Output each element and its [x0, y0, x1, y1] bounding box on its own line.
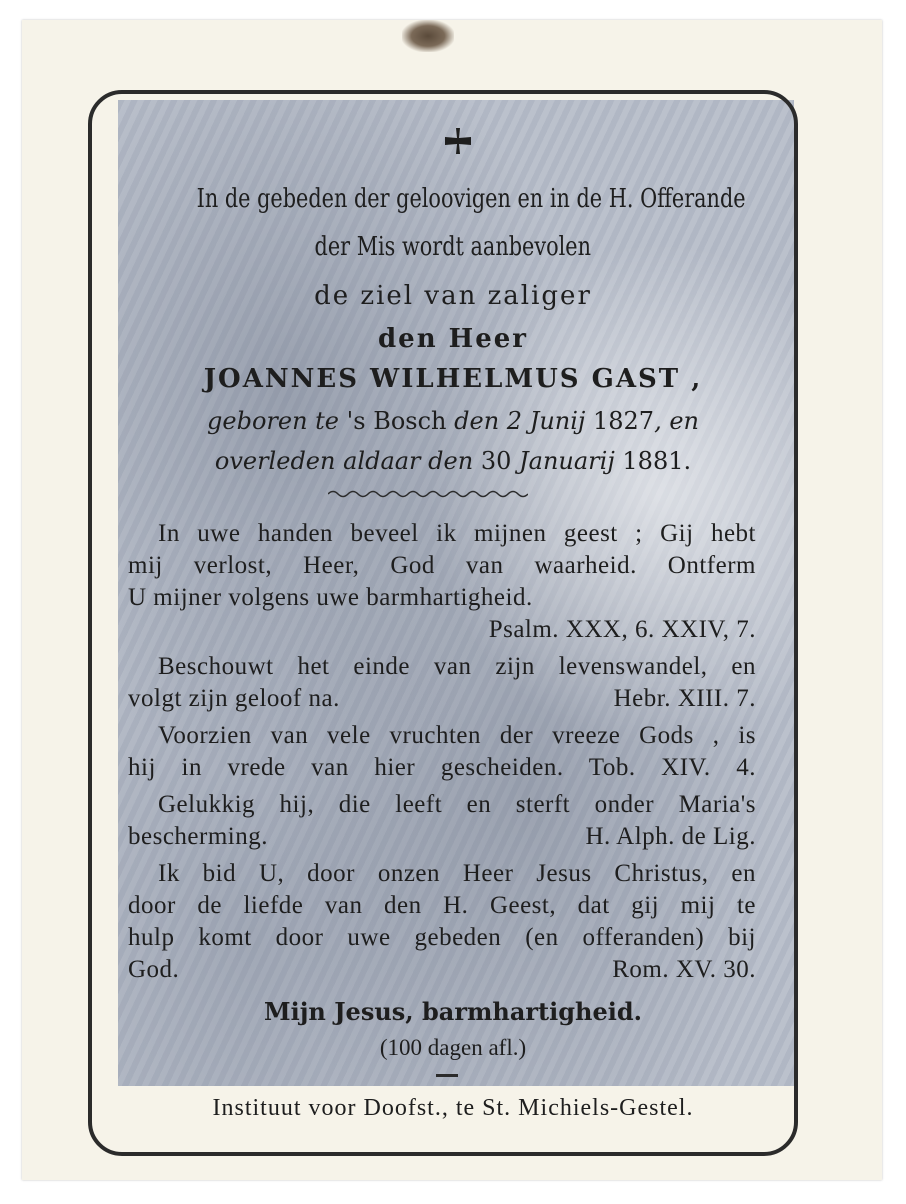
closing-prayer: Mijn Jesus, barmhartigheid.: [264, 997, 642, 1026]
rom-line-4: God. Rom. XV. 30.: [128, 956, 756, 983]
intro-line-2: der Mis wordt aanbevolen: [314, 232, 592, 262]
psalm-line-3: U mijner volgens uwe barmhartigheid.: [128, 584, 533, 611]
hebr-line-2: volgt zijn geloof na. Hebr. XIII. 7.: [128, 685, 756, 712]
cross-pattee-icon: [443, 126, 473, 156]
hebr-reference: Hebr. XIII. 7.: [613, 685, 756, 712]
small-rule: [436, 1074, 458, 1077]
tob-line-1: Voorzien van vele vruchten der vreeze Gods , is: [158, 722, 756, 749]
intro-line-3: de ziel van zaliger: [314, 281, 592, 311]
deceased-name: JOANNES WILHELMUS GAST ,: [203, 364, 703, 394]
tob-line-2: hij in vrede van hier gescheiden. Tob. XIV. 4.: [128, 754, 756, 781]
title-den-heer: den Heer: [377, 324, 529, 354]
hebr-line-1: Beschouwt het einde van zijn levenswandel, en: [158, 653, 756, 680]
intro-line-1: In de gebeden der geloovigen en in de H. Offerande: [196, 184, 746, 214]
birth-line: geboren te 's Bosch den 2 Junij 1827, en: [207, 407, 699, 435]
death-line: overleden aldaar den 30 Januarij 1881.: [214, 447, 692, 475]
psalm-line-2: mij verlost, Heer, God van waarheid. Ontferm: [128, 552, 756, 579]
alph-line-1: Gelukkig hij, die leeft en sterft onder Maria's: [158, 791, 756, 818]
psalm-line-1: In uwe handen beveel ik mijnen geest ; Gij hebt: [158, 520, 756, 547]
indulgence-note: (100 dagen afl.): [379, 1035, 527, 1060]
alph-line-2: bescherming. H. Alph. de Lig.: [128, 823, 756, 850]
rom-reference: Rom. XV. 30.: [612, 956, 756, 983]
rom-line-3: hulp komt door uwe gebeden (en offeranden) bij: [128, 924, 756, 951]
rom-line-1: Ik bid U, door onzen Heer Jesus Christus, en: [158, 860, 756, 887]
rom-line-2: door de liefde van den H. Geest, dat gij mij te: [128, 892, 756, 919]
alph-reference: H. Alph. de Lig.: [585, 823, 756, 850]
psalm-reference: Psalm. XXX, 6. XXIV, 7.: [488, 616, 756, 643]
wavy-divider: [328, 489, 528, 499]
printer-imprint: Instituut voor Doofst., te St. Michiels-Gestel.: [212, 1095, 694, 1121]
